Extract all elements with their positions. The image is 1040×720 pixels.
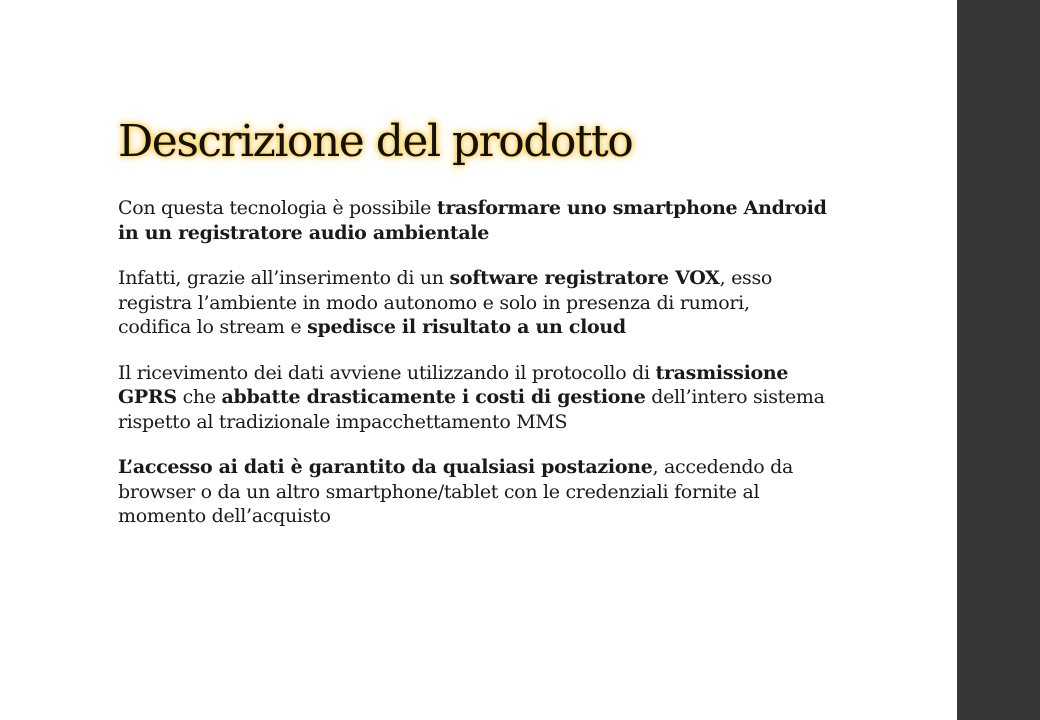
paragraph-4-run-1: L’accesso ai dati è garantito da qualsiasi postazione xyxy=(118,456,653,478)
slide-body xyxy=(118,196,828,550)
paragraph-3-run-1: Il ricevimento dei dati avviene utilizzando il protocollo di xyxy=(118,361,656,384)
slide-title: Descrizione del prodotto xyxy=(118,116,633,167)
paragraph-2-run-4: spedisce il risultato a un cloud xyxy=(307,316,626,338)
paragraph-1 xyxy=(118,196,828,245)
paragraph-3 xyxy=(118,361,828,435)
paragraph-2 xyxy=(118,266,828,340)
paragraph-4-run-2: , accedendo da browser o da un altro smartphone/tablet con le credenziali fornite al momento dell’acquisto xyxy=(118,456,794,527)
paragraph-3-run-3: che xyxy=(176,386,222,408)
paragraph-3-run-5: dell’intero sistema rispetto al tradizionale impacchettamento MMS xyxy=(118,386,825,433)
paragraph-3-run-4: abbatte drasticamente i costi di gestione xyxy=(221,386,646,408)
paragraph-4 xyxy=(118,455,828,529)
paragraph-1-run-2: trasformare uno smartphone Android in un registratore audio ambientale xyxy=(118,197,827,244)
paragraph-1-run-1: Con questa tecnologia è possibile xyxy=(118,197,437,219)
paragraph-2-run-2: software registratore VOX xyxy=(449,267,720,289)
side-bar xyxy=(957,0,1040,720)
paragraph-2-run-3: , esso registra l’ambiente in modo autonomo e solo in presenza di rumori, codifica lo stream e xyxy=(118,267,773,338)
paragraph-2-run-1: Infatti, grazie all’inserimento di un xyxy=(118,267,450,289)
paragraph-3-run-2: trasmissione GPRS xyxy=(118,361,789,408)
